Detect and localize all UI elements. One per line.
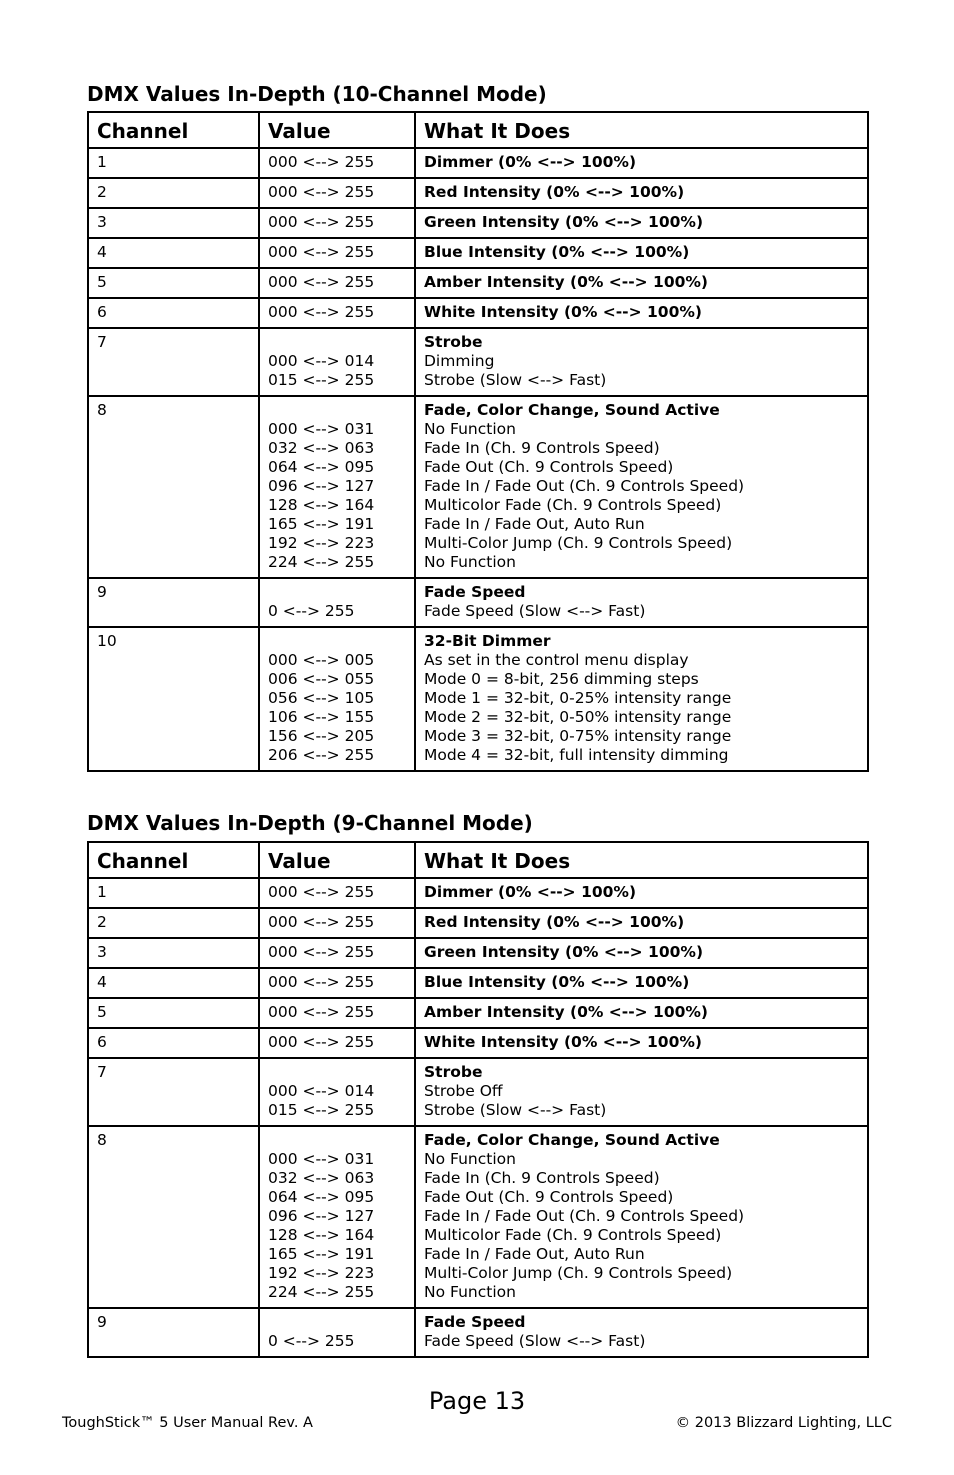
cell-what-it-does [415,1028,868,1058]
function-description: Strobe Off [424,1082,503,1100]
value-range: 192 <--> 223 [268,534,375,552]
table-row [88,268,868,298]
function-description: Mode 0 = 8-bit, 256 dimming steps [424,670,699,688]
table-row [88,298,868,328]
value-range: 000 <--> 005 [268,651,375,669]
value-range: 096 <--> 127 [268,477,375,495]
table-row [88,178,868,208]
section-title-9ch: DMX Values In-Depth (9-Channel Mode) [87,811,533,835]
function-heading: Strobe [424,1063,483,1081]
table-header-row [88,112,868,148]
cell-what-it-does [415,938,868,968]
value-range: 006 <--> 055 [268,670,375,688]
value-range: 165 <--> 191 [268,515,375,533]
cell-value [259,578,415,627]
value-range: 128 <--> 164 [268,496,375,514]
cell-channel: 5 [88,998,259,1028]
value-range: 165 <--> 191 [268,1245,375,1263]
cell-what-it-does [415,148,868,178]
function-description: Dimming [424,352,495,370]
value-range: 128 <--> 164 [268,1226,375,1244]
cell-channel: 8 [88,1126,259,1308]
cell-channel: 6 [88,298,259,328]
cell-what-it-does [415,396,868,578]
value-range: 015 <--> 255 [268,371,375,389]
cell-channel: 9 [88,578,259,627]
value-range: 106 <--> 155 [268,708,375,726]
table-row [88,1126,868,1308]
function-description: No Function [424,1150,516,1168]
value-range: 000 <--> 255 [268,913,375,931]
header-what-it-does: What It Does [415,842,868,878]
cell-channel: 5 [88,268,259,298]
function-description: Fade In / Fade Out, Auto Run [424,515,645,533]
value-range: 000 <--> 255 [268,153,375,171]
function-description: Mode 3 = 32-bit, 0-75% intensity range [424,727,732,745]
function-heading: Blue Intensity (0% <--> 100%) [424,973,690,991]
dmx-table-10ch [87,111,869,772]
function-heading: Green Intensity (0% <--> 100%) [424,213,704,231]
cell-value [259,178,415,208]
function-heading: Fade Speed [424,1313,526,1331]
cell-channel: 1 [88,878,259,908]
cell-value [259,627,415,771]
function-description: No Function [424,420,516,438]
cell-channel: 7 [88,328,259,396]
cell-value [259,938,415,968]
value-range: 032 <--> 063 [268,1169,375,1187]
cell-what-it-does [415,878,868,908]
cell-what-it-does [415,1126,868,1308]
table-row [88,878,868,908]
cell-value [259,1308,415,1357]
value-range: 000 <--> 255 [268,183,375,201]
cell-value [259,878,415,908]
value-range: 156 <--> 205 [268,727,375,745]
function-heading: Fade Speed [424,583,526,601]
table-header-row [88,842,868,878]
function-heading: Amber Intensity (0% <--> 100%) [424,1003,709,1021]
cell-channel: 8 [88,396,259,578]
footer-manual-title: ToughStick™ 5 User Manual Rev. A [62,1415,313,1431]
table-row [88,627,868,771]
value-range: 0 <--> 255 [268,1332,355,1350]
cell-what-it-does [415,578,868,627]
table-row [88,208,868,238]
header-value: Value [259,842,415,878]
value-range: 224 <--> 255 [268,553,375,571]
value-range: 000 <--> 255 [268,1003,375,1021]
cell-what-it-does [415,968,868,998]
cell-what-it-does [415,328,868,396]
value-range: 064 <--> 095 [268,458,375,476]
function-heading: Fade, Color Change, Sound Active [424,1131,720,1149]
table-row [88,1308,868,1357]
cell-value [259,298,415,328]
cell-what-it-does [415,238,868,268]
cell-channel: 1 [88,148,259,178]
function-heading: Strobe [424,333,483,351]
cell-what-it-does [415,298,868,328]
function-description: Multicolor Fade (Ch. 9 Controls Speed) [424,1226,722,1244]
function-description: Mode 1 = 32-bit, 0-25% intensity range [424,689,732,707]
function-description: Strobe (Slow <--> Fast) [424,371,607,389]
section-title-10ch: DMX Values In-Depth (10-Channel Mode) [87,82,547,106]
cell-what-it-does [415,178,868,208]
value-range: 000 <--> 031 [268,420,375,438]
table-row [88,328,868,396]
table-row [88,148,868,178]
cell-channel: 2 [88,178,259,208]
value-range: 032 <--> 063 [268,439,375,457]
function-heading: Dimmer (0% <--> 100%) [424,153,637,171]
function-description: Strobe (Slow <--> Fast) [424,1101,607,1119]
table-row [88,396,868,578]
cell-value [259,148,415,178]
header-channel: Channel [88,842,259,878]
cell-channel: 3 [88,208,259,238]
cell-what-it-does [415,908,868,938]
cell-value [259,908,415,938]
function-description: Fade Speed (Slow <--> Fast) [424,1332,646,1350]
cell-what-it-does [415,998,868,1028]
cell-channel: 3 [88,938,259,968]
value-range: 000 <--> 014 [268,1082,375,1100]
function-description: Fade In (Ch. 9 Controls Speed) [424,439,660,457]
table-row [88,238,868,268]
function-heading: Blue Intensity (0% <--> 100%) [424,243,690,261]
cell-value [259,968,415,998]
function-description: Fade Out (Ch. 9 Controls Speed) [424,458,674,476]
cell-channel: 7 [88,1058,259,1126]
cell-what-it-does [415,208,868,238]
cell-value [259,1058,415,1126]
value-range: 000 <--> 031 [268,1150,375,1168]
footer-copyright: © 2013 Blizzard Lighting, LLC [675,1415,892,1431]
function-description: As set in the control menu display [424,651,689,669]
function-heading: Green Intensity (0% <--> 100%) [424,943,704,961]
function-description: Multicolor Fade (Ch. 9 Controls Speed) [424,496,722,514]
value-range: 000 <--> 255 [268,243,375,261]
value-range: 015 <--> 255 [268,1101,375,1119]
function-heading: Red Intensity (0% <--> 100%) [424,913,685,931]
value-range: 000 <--> 255 [268,883,375,901]
table-row [88,1058,868,1126]
function-heading: 32-Bit Dimmer [424,632,551,650]
value-range: 000 <--> 014 [268,352,375,370]
cell-value [259,268,415,298]
cell-value [259,998,415,1028]
cell-value [259,1028,415,1058]
table-row [88,1028,868,1058]
function-description: Fade In (Ch. 9 Controls Speed) [424,1169,660,1187]
table-row [88,998,868,1028]
function-description: No Function [424,1283,516,1301]
function-heading: Amber Intensity (0% <--> 100%) [424,273,709,291]
value-range: 000 <--> 255 [268,973,375,991]
table-row [88,578,868,627]
page-number: Page 13 [428,1387,526,1415]
function-description: Fade In / Fade Out (Ch. 9 Controls Speed) [424,1207,745,1225]
cell-channel: 6 [88,1028,259,1058]
value-range: 096 <--> 127 [268,1207,375,1225]
function-heading: White Intensity (0% <--> 100%) [424,1033,702,1051]
function-description: Fade In / Fade Out (Ch. 9 Controls Speed) [424,477,745,495]
function-description: Mode 4 = 32-bit, full intensity dimming [424,746,729,764]
function-description: Mode 2 = 32-bit, 0-50% intensity range [424,708,732,726]
function-description: Multi-Color Jump (Ch. 9 Controls Speed) [424,534,733,552]
value-range: 000 <--> 255 [268,213,375,231]
function-heading: Dimmer (0% <--> 100%) [424,883,637,901]
cell-what-it-does [415,627,868,771]
function-heading: White Intensity (0% <--> 100%) [424,303,702,321]
cell-value [259,238,415,268]
value-range: 064 <--> 095 [268,1188,375,1206]
cell-channel: 4 [88,238,259,268]
function-description: No Function [424,553,516,571]
function-heading: Red Intensity (0% <--> 100%) [424,183,685,201]
function-description: Fade Speed (Slow <--> Fast) [424,602,646,620]
function-description: Fade Out (Ch. 9 Controls Speed) [424,1188,674,1206]
value-range: 000 <--> 255 [268,1033,375,1051]
value-range: 000 <--> 255 [268,303,375,321]
header-value: Value [259,112,415,148]
cell-channel: 2 [88,908,259,938]
function-description: Multi-Color Jump (Ch. 9 Controls Speed) [424,1264,733,1282]
cell-what-it-does [415,1058,868,1126]
table-row [88,968,868,998]
cell-channel: 9 [88,1308,259,1357]
cell-value [259,396,415,578]
cell-value [259,328,415,396]
value-range: 0 <--> 255 [268,602,355,620]
value-range: 056 <--> 105 [268,689,375,707]
header-channel: Channel [88,112,259,148]
dmx-table-9ch [87,841,869,1358]
cell-what-it-does [415,268,868,298]
table-row [88,938,868,968]
cell-channel: 4 [88,968,259,998]
value-range: 206 <--> 255 [268,746,375,764]
table-row [88,908,868,938]
function-heading: Fade, Color Change, Sound Active [424,401,720,419]
value-range: 192 <--> 223 [268,1264,375,1282]
value-range: 000 <--> 255 [268,273,375,291]
cell-channel: 10 [88,627,259,771]
cell-value [259,1126,415,1308]
header-what-it-does: What It Does [415,112,868,148]
cell-value [259,208,415,238]
cell-what-it-does [415,1308,868,1357]
value-range: 000 <--> 255 [268,943,375,961]
value-range: 224 <--> 255 [268,1283,375,1301]
function-description: Fade In / Fade Out, Auto Run [424,1245,645,1263]
